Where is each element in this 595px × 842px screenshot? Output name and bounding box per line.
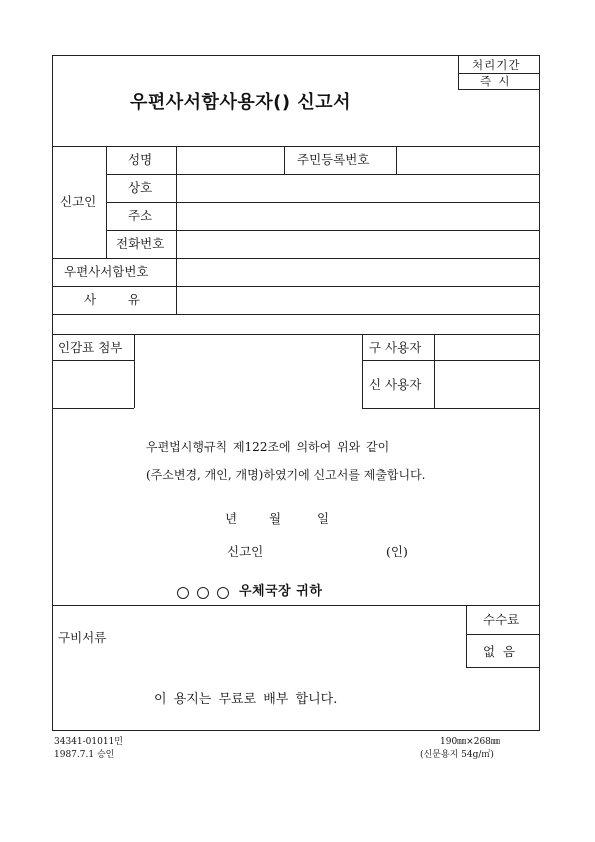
form-title: 우편사서함사용자() 신고서	[130, 92, 351, 113]
phone-label: 전화번호	[116, 236, 165, 251]
address-label: 주소	[128, 208, 153, 223]
fee-box-left	[466, 605, 467, 667]
pobox-number-field[interactable]	[178, 260, 538, 284]
statement-line-2: (주소변경, 개인, 개명)하였기에 신고서를 제출합니다.	[146, 468, 426, 482]
statement-line-1: 우편법시행규칙 제122조에 의하여 위와 같이	[146, 440, 390, 454]
new-user-seal-field[interactable]	[436, 362, 538, 406]
name-field[interactable]	[178, 148, 282, 172]
seal-box-right	[134, 334, 135, 408]
row-line-4	[52, 258, 540, 259]
user-box-mid	[434, 334, 435, 408]
required-documents-field[interactable]	[120, 608, 460, 668]
row-line-2	[106, 202, 540, 203]
fee-box-midline	[466, 634, 540, 635]
reporter-signature-field[interactable]	[270, 542, 380, 562]
reporter-signature-label: 신고인	[227, 544, 264, 559]
row-line-6	[52, 314, 540, 315]
phone-field[interactable]	[178, 232, 538, 256]
new-user-label: 신 사용자	[369, 377, 422, 392]
old-user-label: 구 사용자	[369, 340, 422, 355]
processing-period-value: 즉 시	[480, 74, 510, 88]
reason-label: 사 유	[84, 292, 140, 307]
fee-label: 수수료	[483, 612, 520, 627]
trade-name-label: 상호	[128, 180, 153, 195]
addressee-label: 우체국장 귀하	[239, 584, 323, 599]
approval-date: 1987.7.1 승인	[54, 750, 115, 760]
resident-number-field[interactable]	[398, 148, 538, 172]
paper-size: 190㎜×268㎜	[440, 737, 500, 747]
reason-field[interactable]	[178, 288, 538, 312]
address-field[interactable]	[178, 204, 538, 228]
trade-name-field[interactable]	[178, 176, 538, 200]
resident-label-left	[284, 146, 285, 174]
old-user-seal-field[interactable]	[436, 336, 538, 358]
seal-attach-label: 인감표 첨부	[58, 340, 123, 355]
fee-value: 없 음	[483, 644, 516, 659]
date-month-label: 월	[269, 511, 282, 526]
form-code: 34341-01011민	[54, 737, 123, 747]
paper-type: (신문용지 54g/㎡)	[420, 750, 494, 760]
row-line-5	[52, 286, 540, 287]
required-documents-label: 구비서류	[58, 630, 107, 645]
fee-box-bottom	[466, 667, 540, 668]
processing-period-label: 처리기간	[472, 58, 521, 72]
resident-label-right	[396, 146, 397, 174]
seal-box-bottom	[52, 408, 134, 409]
reporter-group-label: 신고인	[60, 194, 97, 209]
name-label: 성명	[128, 152, 153, 167]
blank-circle-icon	[177, 587, 189, 599]
resident-number-label: 주민등록번호	[297, 152, 370, 167]
user-box-left	[362, 334, 363, 408]
row-line-1	[106, 174, 540, 175]
user-box-bottom	[362, 408, 540, 409]
seal-box-header-line	[52, 360, 134, 361]
seal-mark: (인)	[386, 544, 408, 559]
blank-circle-icon	[217, 587, 229, 599]
free-distribution-notice: 이 용지는 무료로 배부 합니다.	[154, 692, 338, 707]
row-line-3	[106, 230, 540, 231]
pobox-number-label: 우편사서함번호	[64, 264, 149, 279]
seal-attach-box[interactable]	[54, 362, 132, 406]
user-box-midline	[362, 360, 540, 361]
seal-section-top	[52, 334, 540, 335]
date-day-label: 일	[317, 511, 330, 526]
date-year-label: 년	[225, 511, 238, 526]
blank-circle-icon	[197, 587, 209, 599]
processing-box-bottom	[458, 89, 540, 90]
section-top-line	[52, 146, 540, 147]
processing-box-divider	[458, 55, 459, 89]
